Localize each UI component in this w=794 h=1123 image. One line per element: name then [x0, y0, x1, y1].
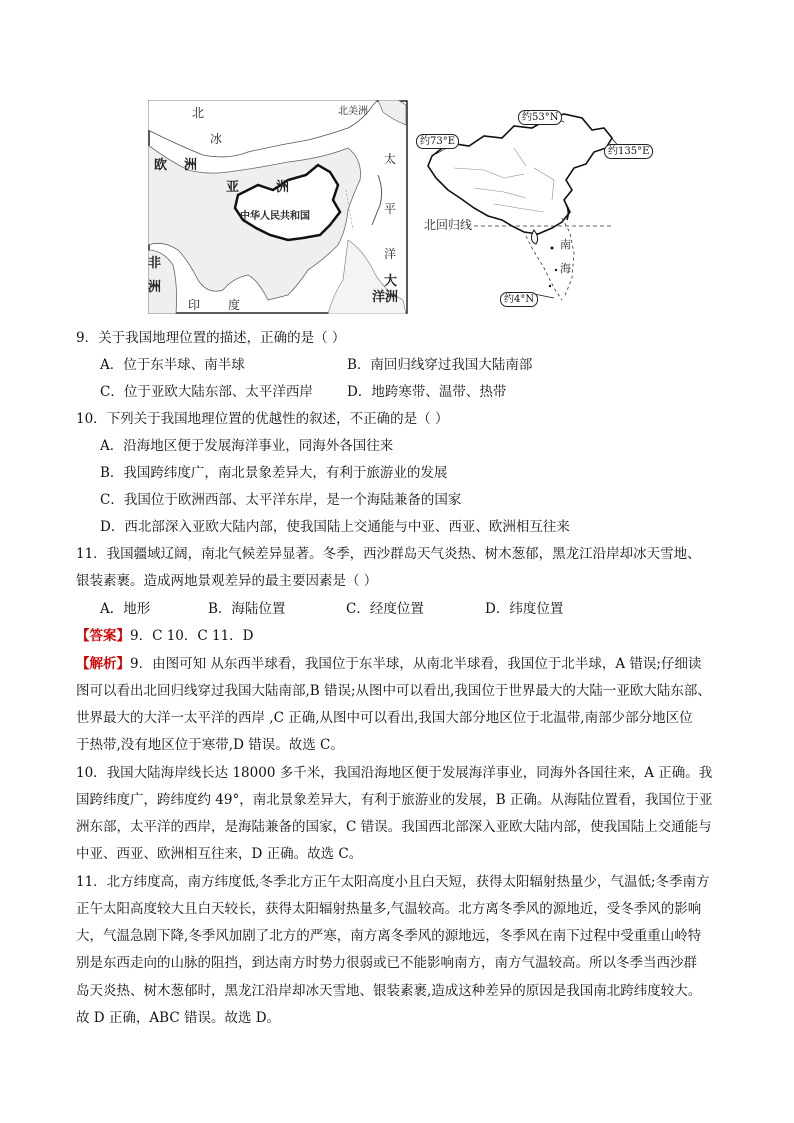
- answer-line: [76, 626, 254, 646]
- analysis-line-2: 图可以看出北回归线穿过我国大陆南部,B 错误;从图中可以看出,我国位于世界最大的大陆一亚欧大陆东部、: [76, 683, 711, 699]
- label-oceania-1: 大: [384, 274, 398, 289]
- label-africa-2: 洲: [148, 280, 162, 295]
- q9-option-b: B．南回归线穿过我国大陆南部: [347, 357, 533, 373]
- label-asia-2: 洲: [276, 180, 290, 195]
- q10-option-c: C．我国位于欧洲西部、太平洋东岸，是一个海陆兼备的国家: [100, 492, 462, 508]
- callout-lon-west: 约73°E: [416, 134, 459, 149]
- asia-location-map: [148, 100, 408, 314]
- q11-stem-line2: 银装素裹。造成两地景观差异的最主要因素是（ ）: [76, 573, 378, 589]
- label-africa-1: 非: [148, 256, 162, 271]
- label-pacific-3: 洋: [384, 247, 397, 261]
- q10-option-b: B．我国跨纬度广，南北景象差异大，有利于旅游业的发展: [100, 465, 448, 481]
- label-ice: 冰: [210, 132, 223, 146]
- analysis-line-10: 正午太阳高度较大且白天较长，获得太阳辐射热量多,气温较高。北方离冬季风的源地近，受冬季风的影响: [76, 901, 702, 917]
- analysis-line-11: 大，气温急剧下降,冬季风加剧了北方的严寒，南方离冬季风的源地远，冬季风在南下过程中受重重山岭特: [76, 928, 702, 944]
- analysis-line-1: [76, 654, 701, 674]
- q11-option-b: B．海陆位置: [208, 601, 286, 617]
- analysis-line-7: 洲东部，太平洋的西岸，是海陆兼备的国家，C 错误。我国西北部深入亚欧大陆内部，使我国陆上交通能与: [76, 819, 712, 835]
- answer-tag: 【答案】: [76, 628, 130, 644]
- q11-option-d: D．纬度位置: [485, 601, 564, 617]
- answer-text: 9．C 10．C 11．D: [130, 628, 254, 644]
- analysis-line-3: 世界最大的大洋一太平洋的西岸 ,C 正确,从图中可以看出,我国大部分地区位于北温带,南部少部分地区位: [76, 710, 693, 726]
- analysis-line-14: 故 D 正确，ABC 错误。故选 D。: [76, 1010, 281, 1026]
- label-pacific-2: 平: [384, 202, 397, 216]
- analysis-line-12: 别是东西走向的山脉的阻挡，到达南方时势力很弱或已不能影响南方，南方气温较高。所以冬季当西沙群: [76, 955, 697, 971]
- analysis-tag: 【解析】: [76, 656, 130, 672]
- analysis-text-1: 9．由图可知 从东西半球看，我国位于东半球，从南北半球看，我国位于北半球，A 错误;仔细读: [130, 656, 702, 672]
- label-asia-1: 亚: [226, 180, 240, 195]
- label-india-2: 度: [228, 298, 241, 312]
- q10-option-a: A．沿海地区便于发展海洋事业，同海外各国往来: [100, 438, 394, 454]
- label-north: 北: [192, 106, 205, 120]
- label-north-america: 北美洲: [338, 106, 368, 117]
- label-tropic: 北回归线: [424, 218, 473, 232]
- q11-stem-line1: 11．我国疆域辽阔，南北气候差异显著。冬季，西沙群岛天气炎热、树木葱郁，黑龙江沿岸却冰天雪地、: [76, 546, 701, 562]
- analysis-line-5: 10．我国大陆海岸线长达 18000 多千米，我国沿海地区便于发展海洋事业，同海外各国往来，A 正确。我: [76, 765, 713, 781]
- label-china: 中华人民共和国: [240, 211, 310, 222]
- callout-lon-east: 约135°E: [604, 144, 653, 159]
- callout-lat-north: 约53°N: [518, 110, 562, 125]
- label-europe-1: 欧: [154, 158, 168, 173]
- q9-stem: 9．关于我国地理位置的描述，正确的是（ ）: [76, 330, 346, 346]
- q10-option-d: D．西北部深入亚欧大陆内部，使我国陆上交通能与中亚、西亚、欧洲相互往来: [100, 519, 570, 535]
- label-oceania-2: 洋洲: [372, 290, 399, 305]
- q9-option-c: C．位于亚欧大陆东部、太平洋西岸: [100, 384, 313, 400]
- label-europe-2: 洲: [184, 158, 198, 173]
- analysis-line-6: 国跨纬度广，跨纬度约 49°，南北景象差异大，有利于旅游业的发展，B 正确。从海陆位置看，我国位于亚: [76, 792, 713, 808]
- q9-option-d: D．地跨寒带、温带、热带: [347, 384, 507, 400]
- analysis-line-8: 中亚、西亚、欧洲相互往来，D 正确。故选 C。: [76, 846, 363, 862]
- analysis-line-13: 岛天炎热、树木葱郁时，黑龙江沿岸却冰天雪地、银装素裹,造成这种差异的原因是我国南北跨纬度较大。: [76, 983, 702, 999]
- label-pacific-1: 太: [384, 152, 397, 166]
- q11-option-a: A．地形: [100, 601, 151, 617]
- label-india-1: 印: [188, 298, 201, 312]
- q11-option-c: C．经度位置: [346, 601, 424, 617]
- q10-stem: 10．下列关于我国地理位置的优越性的叙述，不正确的是（ ）: [76, 411, 449, 427]
- callout-lat-south: 约4°N: [500, 292, 538, 307]
- label-south-sea-1: 南: [560, 238, 571, 251]
- q9-option-a: A．位于东半球、南半球: [100, 357, 245, 373]
- analysis-line-4: 于热带,没有地区位于寒带,D 错误。故选 C。: [76, 737, 344, 753]
- analysis-line-9: 11．北方纬度高，南方纬度低,冬季北方正午太阳高度小且白天短，获得太阳辐射热量少，气温低;冬季南方: [76, 874, 710, 890]
- label-south-sea-2: 海: [560, 262, 571, 275]
- china-extent-map: [414, 108, 654, 308]
